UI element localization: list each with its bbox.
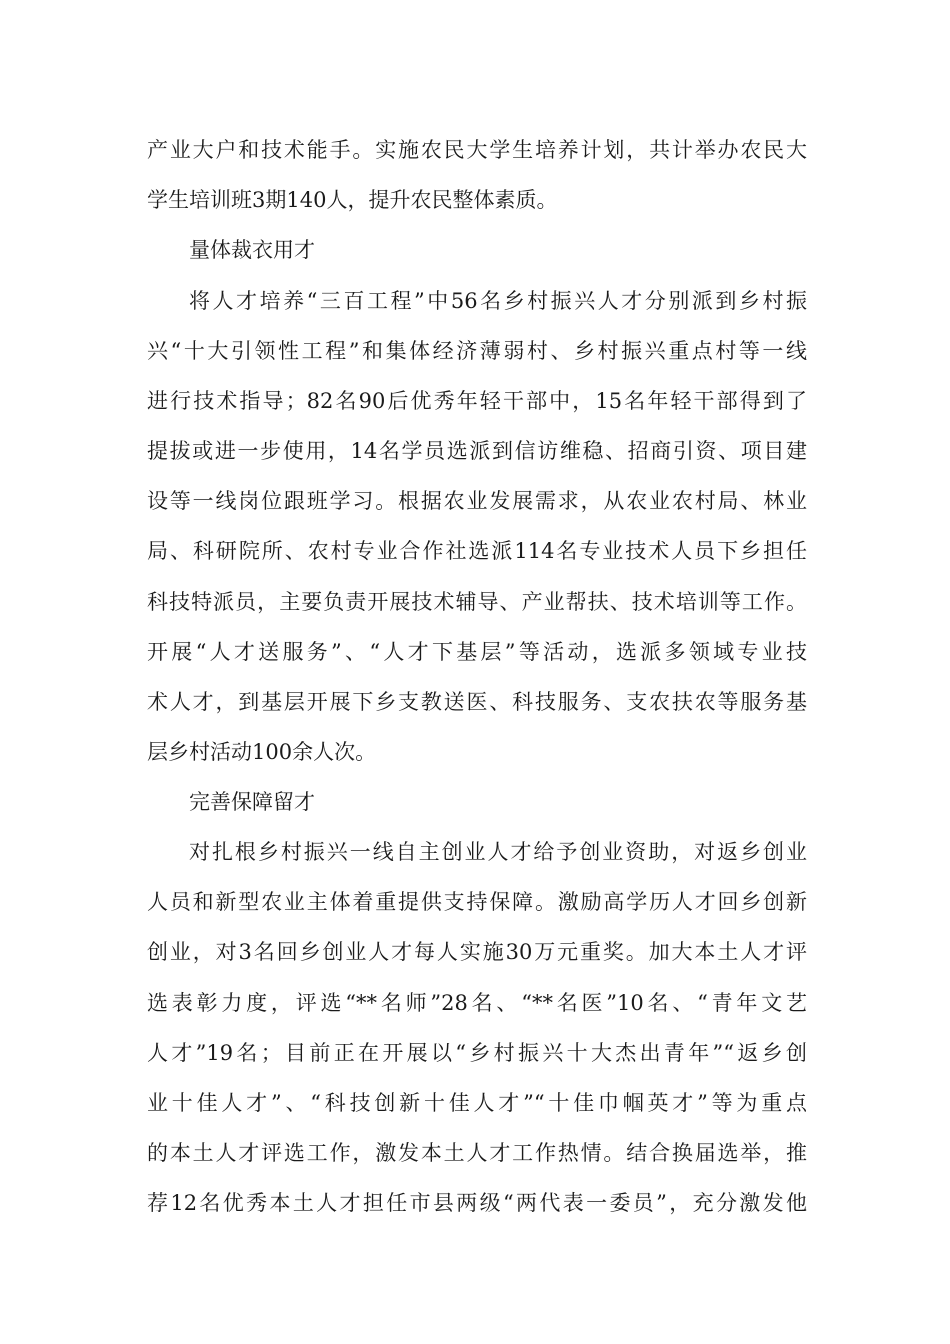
- paragraph-line: 设等一线岗位跟班学习。根据农业发展需求，从农业农村局、林业: [147, 489, 807, 513]
- paragraph-line: 选表彰力度，评选“**名师”28名、“**名医”10名、“青年文艺: [147, 991, 807, 1015]
- paragraph-line: 将人才培养“三百工程”中56名乡村振兴人才分别派到乡村振: [189, 289, 807, 313]
- paragraph-line: 层乡村活动100余人次。: [147, 740, 377, 764]
- paragraph-line: 进行技术指导；82名90后优秀年轻干部中，15名年轻干部得到了: [147, 389, 807, 413]
- paragraph-line: 创业，对3名回乡创业人才每人实施30万元重奖。加大本土人才评: [147, 940, 807, 964]
- paragraph-line: 对扎根乡村振兴一线自主创业人才给予创业资助，对返乡创业: [189, 840, 807, 864]
- section-heading: 完善保障留才: [189, 790, 315, 814]
- paragraph-line: 局、科研院所、农村专业合作社选派114名专业技术人员下乡担任: [147, 539, 807, 563]
- paragraph-line: 提拔或进一步使用，14名学员选派到信访维稳、招商引资、项目建: [147, 439, 807, 463]
- paragraph-line: 开展“人才送服务”、“人才下基层”等活动，选派多领域专业技: [147, 640, 807, 664]
- paragraph-line: 业十佳人才”、“科技创新十佳人才”“十佳巾帼英才”等为重点: [147, 1091, 807, 1115]
- paragraph-line: 兴“十大引领性工程”和集体经济薄弱村、乡村振兴重点村等一线: [147, 339, 807, 363]
- paragraph-line: 人才”19名；目前正在开展以“乡村振兴十大杰出青年”“返乡创: [147, 1041, 807, 1065]
- paragraph-line: 术人才，到基层开展下乡支教送医、科技服务、支农扶农等服务基: [147, 690, 807, 714]
- paragraph-line: 学生培训班3期140人，提升农民整体素质。: [147, 188, 558, 212]
- paragraph-line: 的本土人才评选工作，激发本土人才工作热情。结合换届选举，推: [147, 1141, 807, 1165]
- paragraph-line: 人员和新型农业主体着重提供支持保障。激励高学历人才回乡创新: [147, 890, 807, 914]
- paragraph-line: 产业大户和技术能手。实施农民大学生培养计划，共计举办农民大: [147, 138, 807, 162]
- section-heading: 量体裁衣用才: [189, 238, 315, 262]
- paragraph-line: 荐12名优秀本土人才担任市县两级“两代表一委员”，充分激发他: [147, 1191, 807, 1215]
- paragraph-line: 科技特派员，主要负责开展技术辅导、产业帮扶、技术培训等工作。: [147, 590, 807, 614]
